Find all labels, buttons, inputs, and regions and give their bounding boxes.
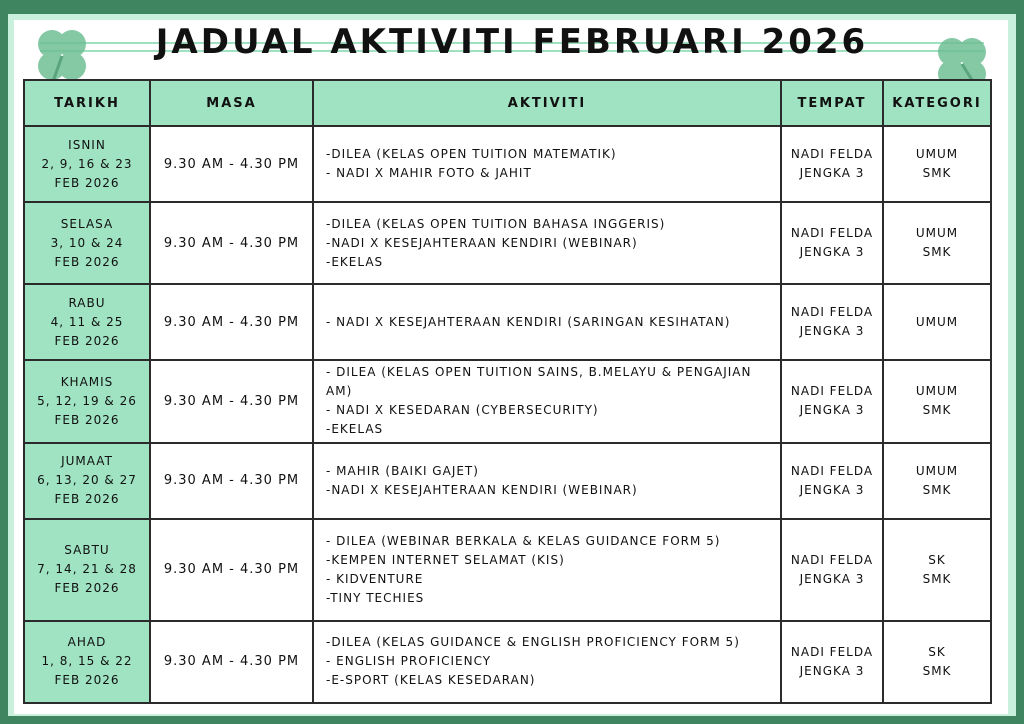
kategori-line: UMUM — [915, 314, 959, 329]
header-masa: MASA — [150, 80, 313, 126]
kategori-line: SMK — [922, 245, 952, 260]
tempat-line: NADI FELDA — [790, 147, 874, 162]
aktiviti-item: - MAHIR (BAIKI GAJET) — [326, 463, 479, 478]
dates-label: 4, 11 & 25 — [50, 314, 124, 329]
tempat-line: JENGKA 3 — [799, 482, 865, 497]
cell-aktiviti — [313, 126, 781, 202]
dates-label: 1, 8, 15 & 22 — [41, 654, 133, 669]
tempat-line: NADI FELDA — [790, 384, 874, 399]
aktiviti-item: -DILEA (KELAS GUIDANCE & ENGLISH PROFICIENCY FORM 5) — [326, 635, 740, 650]
aktiviti-item: -E-SPORT (KELAS KESEDARAN) — [326, 673, 536, 688]
kategori-line: SMK — [922, 403, 952, 418]
dates-label: 2, 9, 16 & 23 — [41, 156, 133, 171]
aktiviti-item: -NADI X KESEJAHTERAAN KENDIRI (WEBINAR) — [326, 482, 638, 497]
kategori-line: UMUM — [915, 384, 959, 399]
header-aktiviti: AKTIVITI — [313, 80, 781, 126]
tempat-line: JENGKA 3 — [799, 403, 865, 418]
kategori-line: UMUM — [915, 147, 959, 162]
table-row — [24, 360, 991, 442]
aktiviti-item: - DILEA (WEBINAR BERKALA & KELAS GUIDANCE FORM 5) — [326, 533, 721, 548]
cell-tempat — [781, 621, 883, 703]
cell-masa: 9.30 AM - 4.30 PM — [150, 621, 313, 703]
dates-label: 5, 12, 19 & 26 — [37, 393, 137, 408]
cell-kategori — [883, 621, 991, 703]
aktiviti-item: -EKELAS — [326, 254, 384, 269]
month-label: FEB 2026 — [54, 254, 120, 269]
day-label: KHAMIS — [60, 374, 114, 389]
cell-kategori — [883, 360, 991, 442]
cell-tempat — [781, 519, 883, 621]
tempat-line: NADI FELDA — [790, 226, 874, 241]
header-tempat: TEMPAT — [781, 80, 883, 126]
header-tarikh: TARIKH — [24, 80, 150, 126]
cell-masa: 9.30 AM - 4.30 PM — [150, 443, 313, 519]
kategori-line: SMK — [922, 166, 952, 181]
day-label: JUMAAT — [61, 454, 113, 469]
table-row — [24, 202, 991, 284]
kategori-line: SMK — [922, 571, 952, 586]
table-header-row — [24, 80, 991, 126]
aktiviti-item: -NADI X KESEJAHTERAAN KENDIRI (WEBINAR) — [326, 235, 638, 250]
cell-tempat — [781, 443, 883, 519]
cell-aktiviti — [313, 621, 781, 703]
month-label: FEB 2026 — [54, 673, 120, 688]
table-row — [24, 126, 991, 202]
cell-aktiviti — [313, 360, 781, 442]
month-label: FEB 2026 — [54, 492, 120, 507]
dates-label: 3, 10 & 24 — [50, 235, 124, 250]
tempat-line: NADI FELDA — [790, 463, 874, 478]
page-title: JADUAL AKTIVITI FEBRUARI 2026 — [155, 22, 869, 62]
kategori-line: SK — [928, 644, 946, 659]
cell-kategori — [883, 443, 991, 519]
aktiviti-item: - NADI X KESEDARAN (CYBERSECURITY) — [326, 403, 599, 418]
cell-masa: 9.30 AM - 4.30 PM — [150, 284, 313, 360]
dates-label: 6, 13, 20 & 27 — [37, 473, 137, 488]
tempat-line: NADI FELDA — [790, 305, 874, 320]
cell-aktiviti — [313, 519, 781, 621]
cell-kategori — [883, 202, 991, 284]
day-label: ISNIN — [68, 137, 106, 152]
aktiviti-item: -DILEA (KELAS OPEN TUITION BAHASA INGGERIS) — [326, 216, 666, 231]
aktiviti-item: - NADI X MAHIR FOTO & JAHIT — [326, 166, 532, 181]
aktiviti-item: - NADI X KESEJAHTERAAN KENDIRI (SARINGAN KESIHATAN) — [326, 314, 731, 329]
aktiviti-item: -KEMPEN INTERNET SELAMAT (KIS) — [326, 552, 565, 567]
month-label: FEB 2026 — [54, 175, 120, 190]
cell-tarikh — [24, 443, 150, 519]
aktiviti-item: - ENGLISH PROFICIENCY — [326, 654, 492, 669]
cell-tempat — [781, 360, 883, 442]
kategori-line: SK — [928, 552, 946, 567]
aktiviti-item: - DILEA (KELAS OPEN TUITION SAINS, B.MELAYU & PENGAJIAN AM) — [326, 365, 752, 399]
cell-aktiviti — [313, 284, 781, 360]
cell-tarikh — [24, 284, 150, 360]
cell-masa: 9.30 AM - 4.30 PM — [150, 202, 313, 284]
cell-tempat — [781, 284, 883, 360]
cell-kategori — [883, 284, 991, 360]
table-row — [24, 284, 991, 360]
cell-tempat — [781, 126, 883, 202]
cell-masa: 9.30 AM - 4.30 PM — [150, 126, 313, 202]
cell-aktiviti — [313, 202, 781, 284]
aktiviti-item: - KIDVENTURE — [326, 571, 424, 586]
tempat-line: NADI FELDA — [790, 644, 874, 659]
cell-kategori — [883, 519, 991, 621]
cell-tarikh — [24, 621, 150, 703]
table-row — [24, 621, 991, 703]
tempat-line: JENGKA 3 — [799, 663, 865, 678]
aktiviti-item: -EKELAS — [326, 422, 384, 437]
month-label: FEB 2026 — [54, 412, 120, 427]
tempat-line: NADI FELDA — [790, 552, 874, 567]
schedule-table — [23, 79, 992, 704]
cell-tarikh — [24, 519, 150, 621]
day-label: RABU — [68, 295, 106, 310]
day-label: SELASA — [60, 216, 114, 231]
cell-kategori — [883, 126, 991, 202]
month-label: FEB 2026 — [54, 581, 120, 596]
tempat-line: JENGKA 3 — [799, 324, 865, 339]
kategori-line: SMK — [922, 482, 952, 497]
cell-aktiviti — [313, 443, 781, 519]
table-row — [24, 443, 991, 519]
kategori-line: SMK — [922, 663, 952, 678]
aktiviti-item: -TINY TECHIES — [326, 590, 425, 605]
dates-label: 7, 14, 21 & 28 — [37, 562, 137, 577]
tempat-line: JENGKA 3 — [799, 166, 865, 181]
day-label: AHAD — [67, 635, 107, 650]
kategori-line: UMUM — [915, 226, 959, 241]
aktiviti-item: -DILEA (KELAS OPEN TUITION MATEMATIK) — [326, 147, 617, 162]
cell-tarikh — [24, 202, 150, 284]
day-label: SABTU — [64, 543, 110, 558]
tempat-line: JENGKA 3 — [799, 245, 865, 260]
cell-masa: 9.30 AM - 4.30 PM — [150, 519, 313, 621]
cell-tarikh — [24, 126, 150, 202]
cell-tempat — [781, 202, 883, 284]
month-label: FEB 2026 — [54, 333, 120, 348]
header-kategori: KATEGORI — [883, 80, 991, 126]
tempat-line: JENGKA 3 — [799, 571, 865, 586]
table-row — [24, 519, 991, 621]
cell-masa: 9.30 AM - 4.30 PM — [150, 360, 313, 442]
cell-tarikh — [24, 360, 150, 442]
kategori-line: UMUM — [915, 463, 959, 478]
